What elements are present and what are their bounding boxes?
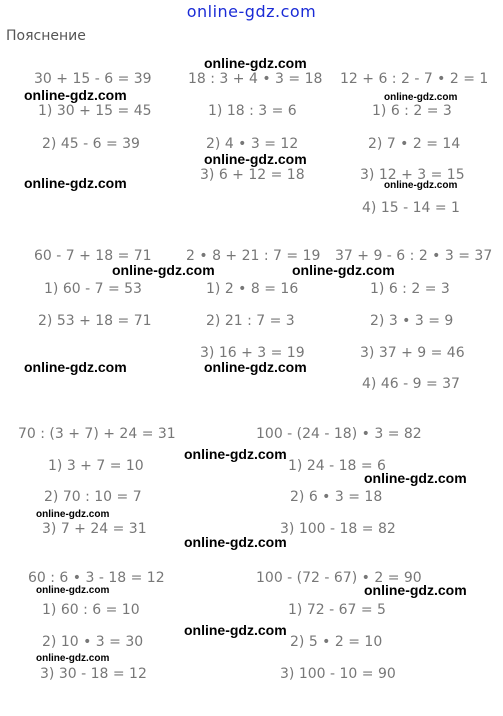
- section-title: Пояснение: [6, 28, 86, 44]
- watermark: online-gdz.com: [204, 151, 307, 167]
- expression-8: 100 - (24 - 18) • 3 = 82: [256, 426, 422, 442]
- expression-7: 70 : (3 + 7) + 24 = 31: [18, 426, 176, 442]
- watermark: online-gdz.com: [24, 87, 127, 103]
- expression-6: 37 + 9 - 6 : 2 • 3 = 37: [335, 248, 493, 264]
- step-9-1: 1) 60 : 6 = 10: [42, 602, 140, 618]
- expression-5: 2 • 8 + 21 : 7 = 19: [186, 248, 321, 264]
- step-2-2: 2) 4 • 3 = 12: [206, 136, 299, 152]
- step-10-2: 2) 5 • 2 = 10: [290, 634, 383, 650]
- expression-1: 30 + 15 - 6 = 39: [34, 71, 152, 87]
- expression-3: 12 + 6 : 2 - 7 • 2 = 1: [340, 71, 489, 87]
- step-6-1: 1) 6 : 2 = 3: [370, 281, 450, 297]
- expression-9: 60 : 6 • 3 - 18 = 12: [28, 570, 165, 586]
- step-8-3: 3) 100 - 18 = 82: [280, 521, 396, 537]
- step-7-3: 3) 7 + 24 = 31: [42, 521, 147, 537]
- step-6-4: 4) 46 - 9 = 37: [362, 376, 460, 392]
- step-10-3: 3) 100 - 10 = 90: [280, 666, 396, 682]
- step-5-2: 2) 21 : 7 = 3: [206, 313, 295, 329]
- step-2-1: 1) 18 : 3 = 6: [208, 103, 297, 119]
- step-6-3: 3) 37 + 9 = 46: [360, 345, 465, 361]
- step-1-1: 1) 30 + 15 = 45: [38, 103, 152, 119]
- step-9-2: 2) 10 • 3 = 30: [42, 634, 144, 650]
- expression-4: 60 - 7 + 18 = 71: [34, 248, 152, 264]
- step-6-2: 2) 3 • 3 = 9: [370, 313, 454, 329]
- step-7-2: 2) 70 : 10 = 7: [44, 489, 142, 505]
- step-3-2: 2) 7 • 2 = 14: [368, 136, 461, 152]
- watermark: online-gdz.com: [36, 653, 110, 664]
- step-8-2: 2) 6 • 3 = 18: [290, 489, 383, 505]
- watermark: online-gdz.com: [384, 92, 458, 103]
- watermark: online-gdz.com: [364, 470, 467, 486]
- watermark: online-gdz.com: [292, 262, 395, 278]
- expression-10: 100 - (72 - 67) • 2 = 90: [256, 570, 422, 586]
- watermark: online-gdz.com: [204, 55, 307, 71]
- watermark: online-gdz.com: [384, 180, 458, 191]
- step-10-1: 1) 72 - 67 = 5: [288, 602, 386, 618]
- watermark: online-gdz.com: [364, 582, 467, 598]
- step-3-4: 4) 15 - 14 = 1: [362, 200, 460, 216]
- step-3-1: 1) 6 : 2 = 3: [372, 103, 452, 119]
- step-3-3: 3) 12 + 3 = 15: [360, 167, 465, 183]
- step-8-1: 1) 24 - 18 = 6: [288, 458, 386, 474]
- step-5-1: 1) 2 • 8 = 16: [206, 281, 299, 297]
- watermark: online-gdz.com: [204, 359, 307, 375]
- step-4-2: 2) 53 + 18 = 71: [38, 313, 152, 329]
- step-4-1: 1) 60 - 7 = 53: [44, 281, 142, 297]
- watermark: online-gdz.com: [184, 534, 287, 550]
- watermark: online-gdz.com: [24, 359, 127, 375]
- step-1-2: 2) 45 - 6 = 39: [42, 136, 140, 152]
- site-title: online-gdz.com: [186, 2, 317, 21]
- watermark: online-gdz.com: [24, 175, 127, 191]
- watermark: online-gdz.com: [184, 446, 287, 462]
- step-7-1: 1) 3 + 7 = 10: [48, 458, 144, 474]
- watermark: online-gdz.com: [36, 509, 110, 520]
- watermark: online-gdz.com: [112, 262, 215, 278]
- step-2-3: 3) 6 + 12 = 18: [200, 167, 305, 183]
- step-9-3: 3) 30 - 18 = 12: [40, 666, 147, 682]
- watermark: online-gdz.com: [36, 585, 110, 596]
- expression-2: 18 : 3 + 4 • 3 = 18: [188, 71, 323, 87]
- watermark: online-gdz.com: [184, 622, 287, 638]
- step-5-3: 3) 16 + 3 = 19: [200, 345, 305, 361]
